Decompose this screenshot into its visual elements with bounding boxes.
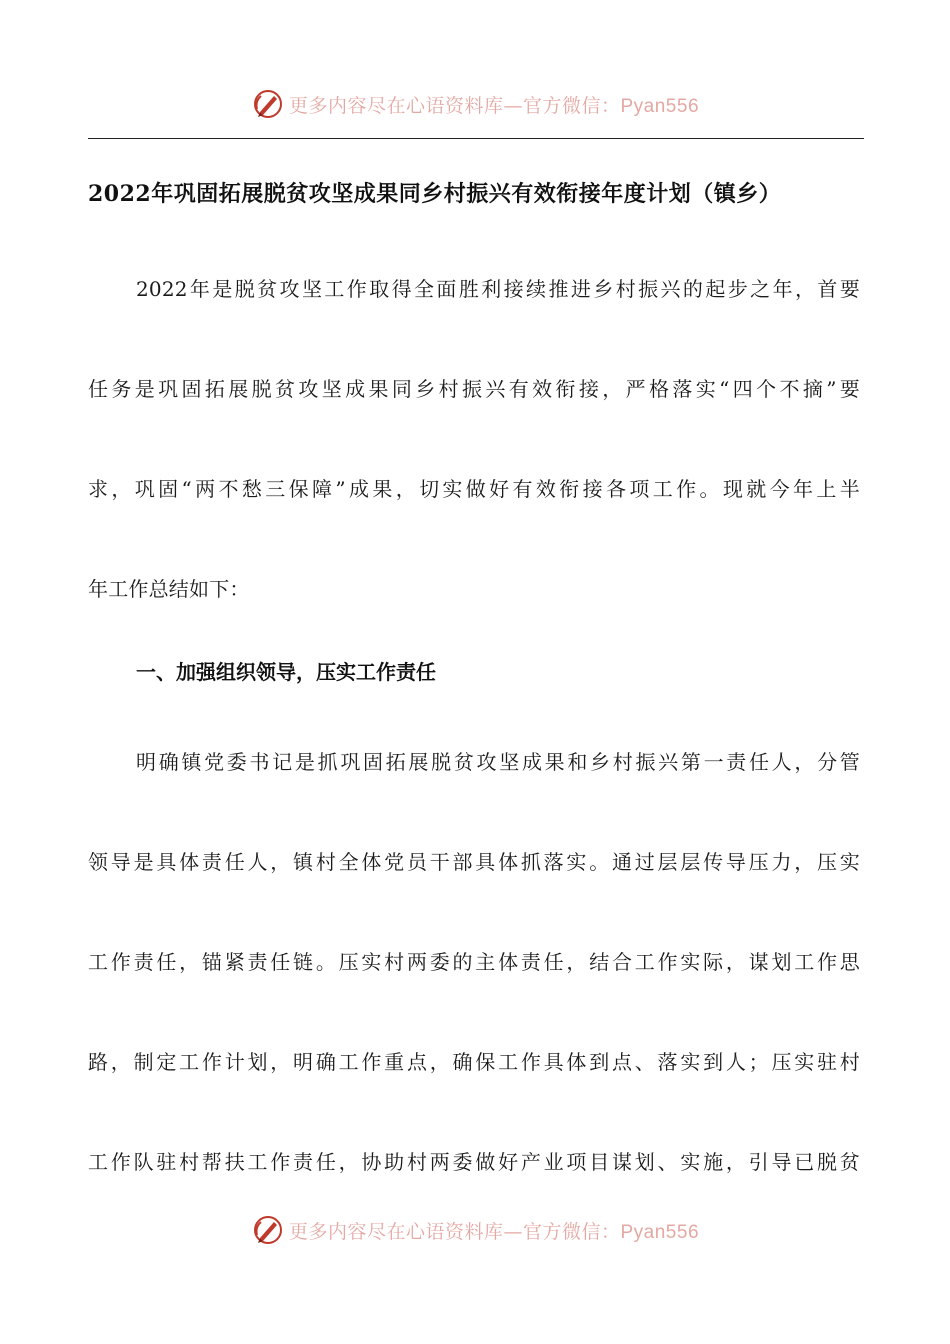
paragraph-line: 明确镇党委书记是抓巩固拓展脱贫攻坚成果和乡村振兴第一责任人，分管	[136, 750, 860, 774]
document-title: 2022年巩固拓展脱贫攻坚成果同乡村振兴有效衔接年度计划（镇乡）	[88, 181, 782, 207]
header-divider	[88, 138, 864, 139]
paragraph-line: 年工作总结如下：	[88, 577, 250, 601]
paragraph-line: 工作责任，锚紧责任链。压实村两委的主体责任，结合工作实际，谋划工作思	[88, 950, 860, 974]
header-watermark	[0, 84, 950, 124]
footer-watermark-text: 更多内容尽在心语资料库—官方微信：	[288, 1220, 621, 1243]
footer-watermark-handle: Pyan556	[620, 1221, 700, 1243]
footer-watermark	[0, 1210, 950, 1250]
header-watermark-text: 更多内容尽在心语资料库—官方微信：	[288, 94, 621, 117]
paragraph-line: 工作队驻村帮扶工作责任，协助村两委做好产业项目谋划、实施，引导已脱贫	[88, 1150, 860, 1174]
pen-logo-icon	[251, 87, 285, 121]
paragraph-line: 领导是具体责任人，镇村全体党员干部具体抓落实。通过层层传导压力，压实	[88, 850, 860, 874]
header-watermark-handle: Pyan556	[620, 95, 700, 117]
pen-logo-icon	[251, 1213, 285, 1247]
paragraph-line: 求，巩固“两不愁三保障”成果，切实做好有效衔接各项工作。现就今年上半	[88, 477, 860, 501]
paragraph-line: 路，制定工作计划，明确工作重点，确保工作具体到点、落实到人；压实驻村	[88, 1050, 860, 1074]
paragraph-line: 任务是巩固拓展脱贫攻坚成果同乡村振兴有效衔接，严格落实“四个不摘”要	[88, 377, 860, 401]
section-heading: 一、加强组织领导，压实工作责任	[136, 660, 436, 684]
paragraph-line: 2022年是脱贫攻坚工作取得全面胜利接续推进乡村振兴的起步之年，首要	[136, 277, 860, 301]
